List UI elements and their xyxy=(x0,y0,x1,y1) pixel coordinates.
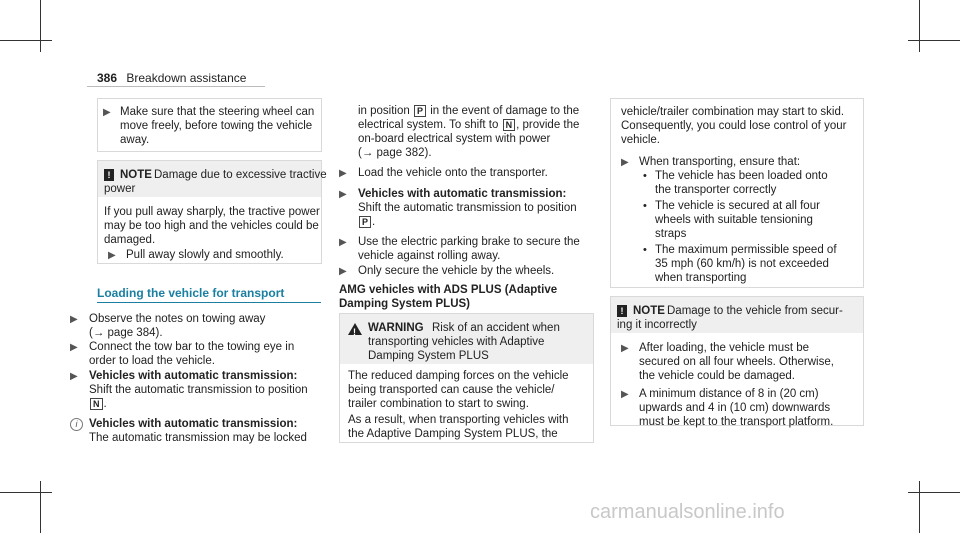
step-arrow-icon: ▶ xyxy=(103,107,111,118)
cont-text-a: electrical system. To shift to xyxy=(358,119,499,131)
note-label: NOTE xyxy=(633,305,665,317)
warning-text: the Adaptive Damping System PLUS, the xyxy=(348,428,558,440)
step-text: N . xyxy=(89,397,107,411)
step-text: Shift the automatic transmission to position xyxy=(358,202,577,214)
step-text: Only secure the vehicle by the wheels. xyxy=(358,265,555,277)
step-arrow-icon: ▶ xyxy=(339,189,347,200)
gear-n-symbol: N xyxy=(503,119,516,131)
cont-text: (→ page 382). xyxy=(358,147,432,159)
gear-n-symbol: N xyxy=(90,398,103,410)
crop-mark xyxy=(40,0,41,52)
warning-text: The reduced damping forces on the vehicle xyxy=(348,370,569,382)
warning-title: transporting vehicles with Adaptive xyxy=(368,336,545,348)
note-step: the vehicle could be damaged. xyxy=(639,370,795,382)
bullet-text: The vehicle is secured at all four xyxy=(655,200,820,212)
step-arrow-icon: ▶ xyxy=(339,266,347,277)
step-arrow-icon: ▶ xyxy=(70,342,78,353)
step-text: Load the vehicle onto the transporter. xyxy=(358,167,548,179)
note-title: Damage to the vehicle from secur- xyxy=(667,305,843,317)
gear-p-symbol: P xyxy=(359,216,371,228)
bullet: • xyxy=(643,170,647,182)
bullet-text: wheels with suitable tensioning xyxy=(655,214,813,226)
section-rule xyxy=(97,302,321,303)
warning-box xyxy=(339,313,594,443)
warning-text: vehicle/trailer combination may start to skid. xyxy=(621,106,845,118)
info-icon: i xyxy=(70,418,83,431)
page-header xyxy=(97,71,246,85)
step-arrow-icon: ▶ xyxy=(108,250,116,261)
step-arrow-icon: ▶ xyxy=(621,343,629,354)
warning-title: Risk of an accident when xyxy=(432,322,560,334)
step-arrow-icon: ▶ xyxy=(70,314,78,325)
step-text: (→ page 384). xyxy=(89,327,163,339)
note-title: power xyxy=(104,183,136,195)
warning-text: trailer combination to start to swing. xyxy=(348,398,529,410)
bullet-text: The vehicle has been loaded onto xyxy=(655,170,828,182)
step-text: order to load the vehicle. xyxy=(89,355,215,367)
note-step: Pull away slowly and smoothly. xyxy=(126,249,284,261)
cont-text xyxy=(358,118,579,132)
exclamation-icon: ! xyxy=(617,305,627,317)
step-title: Vehicles with automatic transmission: xyxy=(89,370,298,382)
warning-title: Damping System PLUS xyxy=(368,350,489,362)
note-text: damaged. xyxy=(104,234,156,246)
header-title: Breakdown assistance xyxy=(126,71,247,85)
note-step: must be kept to the transport platform. xyxy=(639,416,834,428)
exclamation-icon: ! xyxy=(104,169,114,181)
page-number: 386 xyxy=(97,71,118,85)
cont-text: on-board electrical system with power xyxy=(358,133,551,145)
note-step: upwards and 4 in (10 cm) downwards xyxy=(639,402,831,414)
info-text: The automatic transmission may be locked xyxy=(89,432,307,444)
note-step: secured on all four wheels. Otherwise, xyxy=(639,356,834,368)
warning-text: As a result, when transporting vehicles with xyxy=(348,414,569,426)
bullet-text: The maximum permissible speed of xyxy=(655,244,837,256)
step-text: Shift the automatic transmission to position xyxy=(89,384,308,396)
gear-p-symbol: P xyxy=(414,105,426,117)
bullet: • xyxy=(643,200,647,212)
cont-text-b: , provide the xyxy=(516,119,580,131)
cont-text-a: in position xyxy=(358,105,410,117)
step-arrow-icon: ▶ xyxy=(339,168,347,179)
crop-mark xyxy=(919,0,920,52)
crop-mark xyxy=(908,492,960,493)
bullet-text: the transporter correctly xyxy=(655,184,777,196)
crop-mark xyxy=(0,40,52,41)
note-title: Damage due to excessive tractive xyxy=(154,169,327,181)
note-text: If you pull away sharply, the tractive power xyxy=(104,206,320,218)
note-text: may be too high and the vehicles could be xyxy=(104,220,319,232)
step-text: Connect the tow bar to the towing eye in xyxy=(89,341,295,353)
note-step: A minimum distance of 8 in (20 cm) xyxy=(639,388,819,400)
watermark: carmanualsonline.info xyxy=(590,501,785,523)
warning-label: WARNING xyxy=(368,322,424,334)
section-title: Loading the vehicle for transport xyxy=(97,286,285,300)
step-arrow-icon: ▶ xyxy=(339,237,347,248)
step-arrow-icon: ▶ xyxy=(621,157,629,168)
warning-triangle-icon: ! xyxy=(348,323,362,335)
step-text: P . xyxy=(358,215,375,229)
step-text: move freely, before towing the vehicle xyxy=(120,120,313,132)
note-box xyxy=(97,160,327,264)
crop-mark xyxy=(908,40,960,41)
step-text: Observe the notes on towing away xyxy=(89,313,266,325)
cont-text-b: in the event of damage to the xyxy=(430,105,580,117)
note-box xyxy=(610,296,864,426)
step-text: vehicle against rolling away. xyxy=(358,250,501,262)
note-step: After loading, the vehicle must be xyxy=(639,342,810,354)
step-text: When transporting, ensure that: xyxy=(639,156,801,168)
sub-heading: AMG vehicles with ADS PLUS (Adaptive xyxy=(339,284,558,296)
warning-text: vehicle. xyxy=(621,134,660,146)
bullet-text: 35 mph (60 km/h) is not exceeded xyxy=(655,258,829,270)
step-text: Make sure that the steering wheel can xyxy=(120,106,315,118)
bullet: • xyxy=(643,244,647,256)
warning-text: being transported can cause the vehicle/ xyxy=(348,384,555,396)
warning-continued-box xyxy=(610,98,864,288)
header-rule xyxy=(87,86,265,87)
sub-heading: Damping System PLUS) xyxy=(339,298,470,310)
step-text: away. xyxy=(120,134,150,146)
step-title: Vehicles with automatic transmission: xyxy=(358,188,567,200)
crop-mark xyxy=(0,492,52,493)
cont-text xyxy=(358,104,579,118)
step-box xyxy=(97,98,322,152)
bullet-text: straps xyxy=(655,228,687,240)
crop-mark xyxy=(40,481,41,533)
info-title: Vehicles with automatic transmission: xyxy=(89,418,298,430)
bullet-text: when transporting xyxy=(655,272,747,284)
note-label: NOTE xyxy=(120,169,152,181)
note-title: ing it incorrectly xyxy=(617,319,697,331)
crop-mark xyxy=(919,481,920,533)
step-arrow-icon: ▶ xyxy=(70,371,78,382)
step-text: Use the electric parking brake to secure the xyxy=(358,236,580,248)
step-arrow-icon: ▶ xyxy=(621,389,629,400)
warning-text: Consequently, you could lose control of your xyxy=(621,120,847,132)
